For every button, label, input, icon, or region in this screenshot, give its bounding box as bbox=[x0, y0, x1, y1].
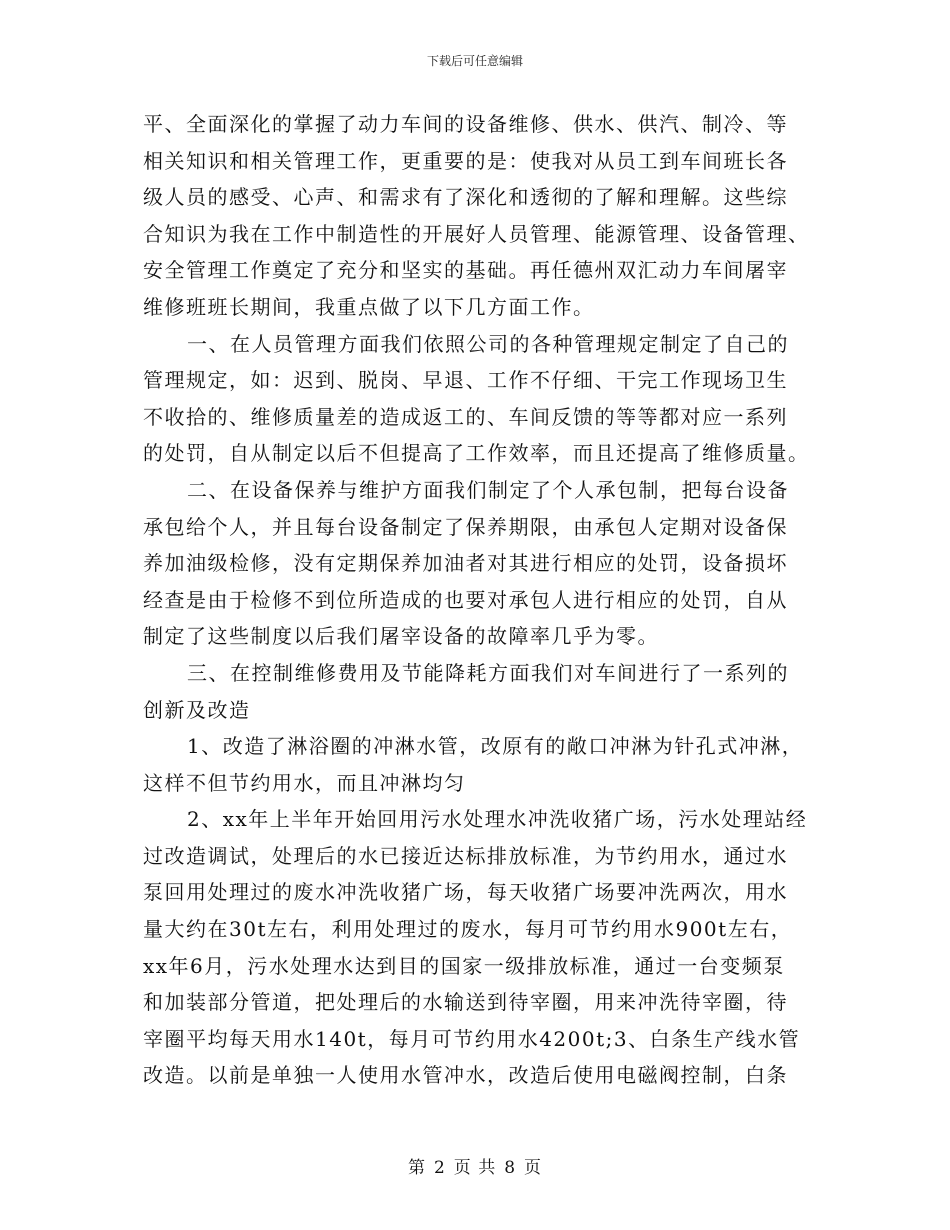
text-line: 宰圈平均每天用水140t，每月可节约用水4200t;3、白条生产线水管 bbox=[143, 1026, 801, 1051]
text-line: 相关知识和相关管理工作，更重要的是：使我对从员工到车间班长各 bbox=[143, 148, 788, 173]
footer-total-pages: 8 bbox=[504, 1158, 517, 1178]
footer-page-number: 2 bbox=[433, 1158, 446, 1178]
text-line: 平、全面深化的掌握了动力车间的设备维修、供水、供汽、制冷、等 bbox=[143, 112, 788, 136]
text-line: 三、在控制维修费用及节能降耗方面我们对车间进行了一系列的 bbox=[187, 660, 789, 685]
text-line: 一、在人员管理方面我们依照公司的各种管理规定制定了自己的 bbox=[187, 331, 789, 356]
text-line: 量大约在30t左右，利用处理过的废水，每月可节约用水900t左右， bbox=[143, 917, 793, 942]
text-line: 养加油级检修，没有定期保养加油者对其进行相应的处罚，设备损坏 bbox=[143, 551, 788, 576]
text-line: 管理规定，如：迟到、脱岗、早退、工作不仔细、干完工作现场卫生 bbox=[143, 368, 788, 393]
text-line: 不收拾的、维修质量差的造成返工的、车间反馈的等等都对应一系列 bbox=[143, 404, 788, 429]
text-line: 2、xx年上半年开始回用污水处理水冲洗收猪广场，污水处理站经 bbox=[187, 807, 808, 832]
footer-suffix: 页 bbox=[524, 1158, 543, 1178]
text-line: 制定了这些制度以后我们屠宰设备的故障率几乎为零。 bbox=[143, 624, 659, 649]
text-line: 过改造调试，处理后的水已接近达标排放标准，为节约用水，通过水 bbox=[143, 843, 788, 868]
text-line: 维修班班长期间，我重点做了以下几方面工作。 bbox=[143, 294, 595, 319]
text-line: xx年6月，污水处理水达到目的国家一级排放标准，通过一台变频泵 bbox=[143, 953, 785, 978]
text-line: 安全管理工作奠定了充分和坚实的基础。再任德州双汇动力车间屠宰 bbox=[143, 258, 788, 283]
document-body bbox=[143, 106, 811, 1094]
page-footer bbox=[0, 1153, 950, 1178]
text-line: 承包给个人，并且每台设备制定了保养期限，由承包人定期对设备保 bbox=[143, 514, 788, 539]
text-line: 泵回用处理过的废水冲洗收猪广场，每天收猪广场要冲洗两次，用水 bbox=[143, 880, 788, 905]
text-line: 级人员的感受、心声、和需求有了深化和透彻的了解和理解。这些综 bbox=[143, 185, 788, 210]
text-line: 1、改造了淋浴圈的冲淋水管，改原有的敞口冲淋为针孔式冲淋， bbox=[187, 734, 804, 759]
text-line: 和加装部分管道，把处理后的水输送到待宰圈，用来冲洗待宰圈，待 bbox=[143, 990, 788, 1015]
footer-prefix: 第 bbox=[407, 1158, 426, 1178]
footer-middle: 页 共 bbox=[453, 1158, 497, 1178]
page-header: 下载后可任意编辑 bbox=[426, 54, 523, 68]
text-line: 这样不但节约用水，而且冲淋均匀 bbox=[143, 770, 466, 795]
text-line: 改造。以前是单独一人使用水管冲水，改造后使用电磁阀控制，白条 bbox=[143, 1063, 788, 1088]
text-line: 合知识为我在工作中制造性的开展好人员管理、能源管理、设备管理、 bbox=[143, 221, 810, 246]
text-line: 二、在设备保养与维护方面我们制定了个人承包制，把每台设备 bbox=[187, 477, 789, 502]
text-line: 的处罚，自从制定以后不但提高了工作效率，而且还提高了维修质量。 bbox=[143, 441, 810, 466]
text-line: 创新及改造 bbox=[143, 697, 251, 722]
text-line: 经查是由于检修不到位所造成的也要对承包人进行相应的处罚，自从 bbox=[143, 587, 788, 612]
